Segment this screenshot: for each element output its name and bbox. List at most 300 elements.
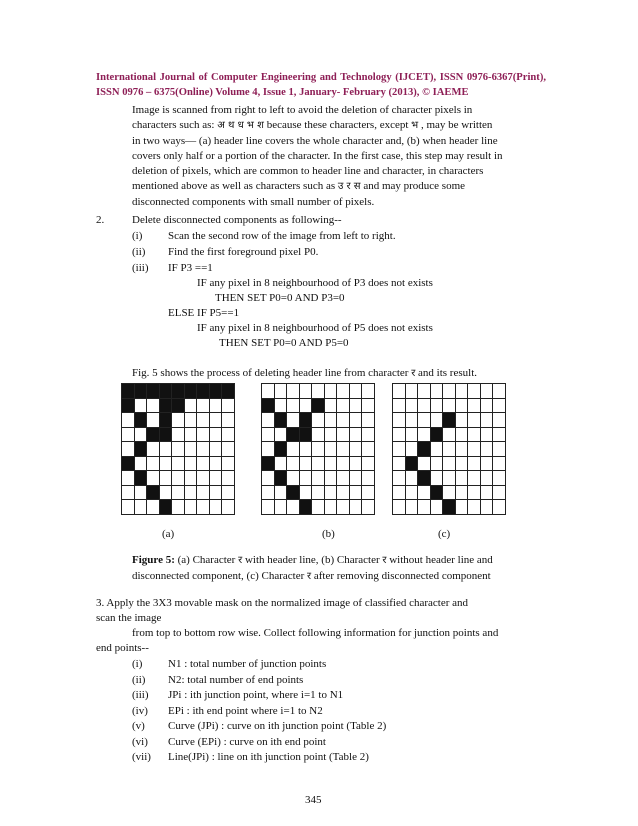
- pixel-off: [350, 471, 363, 486]
- pixel-off: [481, 471, 494, 486]
- pixel-off: [393, 442, 406, 457]
- pixel-on: [147, 428, 160, 443]
- devanagari-char: र: [238, 555, 243, 566]
- pixel-off: [222, 413, 235, 428]
- devanagari-char: र: [382, 555, 387, 566]
- pixel-off: [222, 486, 235, 501]
- pixel-off: [287, 500, 300, 515]
- pixel-off: [362, 442, 375, 457]
- list-item: N1 : total number of junction points: [168, 658, 327, 670]
- pixel-off: [337, 471, 350, 486]
- pixel-off: [431, 442, 444, 457]
- pixel-off: [406, 486, 419, 501]
- pixel-off: [210, 413, 223, 428]
- pixel-off: [210, 442, 223, 457]
- pixel-off: [362, 486, 375, 501]
- pixel-off: [172, 428, 185, 443]
- pixel-off: [210, 471, 223, 486]
- pixel-on: [287, 428, 300, 443]
- pixel-on: [197, 384, 210, 399]
- pixel-off: [275, 399, 288, 414]
- pixel-on: [275, 471, 288, 486]
- pixel-on: [300, 500, 313, 515]
- pixel-on: [262, 457, 275, 472]
- pixel-off: [222, 500, 235, 515]
- pixel-off: [418, 399, 431, 414]
- pixel-off: [222, 399, 235, 414]
- algo-line: THEN SET P0=0 AND P3=0: [215, 292, 345, 304]
- pixel-off: [418, 384, 431, 399]
- pixel-off: [135, 457, 148, 472]
- para-line: covers only half or a portion of the character. In the first case, this step may result in: [132, 149, 503, 162]
- pixel-off: [418, 486, 431, 501]
- step3-line: scan the image: [96, 612, 162, 624]
- pixel-off: [325, 413, 338, 428]
- pixel-off: [172, 413, 185, 428]
- list-num: (v): [132, 720, 145, 732]
- journal-header: International Journal of Computer Engineering and Technology (IJCET), ISSN 0976-6367(Print), ISSN 0976 – 6375(Online) Volume 4, Issue 1, January- February (2013), © IAEME: [96, 72, 546, 98]
- pixel-on: [443, 500, 456, 515]
- algo-line: IF any pixel in 8 neighbourhood of P5 does not exists: [197, 322, 433, 334]
- pixel-off: [122, 413, 135, 428]
- pixel-on: [406, 457, 419, 472]
- pixel-off: [210, 399, 223, 414]
- pixel-off: [122, 428, 135, 443]
- pixel-off: [287, 442, 300, 457]
- pixel-off: [147, 442, 160, 457]
- grid-label-a: (a): [162, 528, 175, 540]
- pixel-off: [406, 442, 419, 457]
- pixel-off: [325, 500, 338, 515]
- pixel-off: [185, 471, 198, 486]
- pixel-off: [362, 500, 375, 515]
- pixel-off: [185, 500, 198, 515]
- step3-line: end points--: [96, 642, 149, 654]
- pixel-off: [350, 457, 363, 472]
- pixel-off: [443, 442, 456, 457]
- pixel-off: [493, 399, 506, 414]
- pixel-on: [147, 384, 160, 399]
- pixel-on: [160, 399, 173, 414]
- pixel-off: [350, 384, 363, 399]
- pixel-off: [275, 384, 288, 399]
- pixel-off: [300, 457, 313, 472]
- pixel-off: [160, 442, 173, 457]
- pixel-off: [325, 442, 338, 457]
- pixel-off: [337, 384, 350, 399]
- pixel-on: [135, 413, 148, 428]
- pixel-on: [172, 384, 185, 399]
- list-item: EPi : ith end point where i=1 to N2: [168, 704, 323, 717]
- pixel-off: [362, 399, 375, 414]
- para-line: in two ways— (a) header line covers the whole character and, (b) when header line: [132, 134, 498, 147]
- pixel-off: [443, 428, 456, 443]
- pixel-on: [160, 500, 173, 515]
- step3-line: from top to bottom row wise. Collect following information for junction points and: [132, 627, 499, 639]
- pixel-off: [393, 413, 406, 428]
- pixel-off: [197, 399, 210, 414]
- list-item: IF P3 ==1: [168, 262, 213, 274]
- pixel-off: [468, 457, 481, 472]
- pixel-off: [300, 471, 313, 486]
- grid-label-b: (b): [322, 528, 335, 540]
- pixel-off: [135, 486, 148, 501]
- pixel-off: [443, 471, 456, 486]
- figure-intro: Fig. 5 shows the process of deleting header line from character र and its result.: [132, 367, 477, 379]
- pixel-off: [312, 442, 325, 457]
- pixel-on: [147, 486, 160, 501]
- pixel-off: [325, 457, 338, 472]
- algo-line: ELSE IF P5==1: [168, 307, 240, 319]
- pixel-off: [197, 457, 210, 472]
- pixel-off: [185, 428, 198, 443]
- pixel-off: [185, 486, 198, 501]
- pixel-off: [337, 413, 350, 428]
- pixel-off: [362, 457, 375, 472]
- pixel-off: [287, 457, 300, 472]
- pixel-off: [210, 457, 223, 472]
- pixel-on: [135, 471, 148, 486]
- pixel-off: [481, 428, 494, 443]
- pixel-off: [172, 500, 185, 515]
- pixel-off: [337, 457, 350, 472]
- pixel-off: [210, 428, 223, 443]
- pixel-on: [122, 399, 135, 414]
- pixel-off: [337, 442, 350, 457]
- pixel-off: [443, 384, 456, 399]
- para-line: disconnected components with small number of pixels.: [132, 195, 375, 208]
- pixel-off: [287, 384, 300, 399]
- pixel-on: [122, 384, 135, 399]
- pixel-off: [431, 413, 444, 428]
- pixel-off: [456, 486, 469, 501]
- step-number: 2.: [96, 214, 105, 226]
- pixel-off: [456, 413, 469, 428]
- pixel-on: [418, 471, 431, 486]
- list-item: Curve (EPi) : curve on ith end point: [168, 735, 326, 748]
- pixel-off: [222, 471, 235, 486]
- pixel-off: [337, 428, 350, 443]
- pixel-off: [147, 471, 160, 486]
- pixel-off: [337, 399, 350, 414]
- devanagari-char: र: [307, 571, 312, 582]
- pixel-off: [262, 486, 275, 501]
- pixel-off: [185, 442, 198, 457]
- pixel-off: [185, 457, 198, 472]
- pixel-on: [210, 384, 223, 399]
- step3-line: 3. Apply the 3X3 movable mask on the normalized image of classified character and: [96, 597, 469, 609]
- pixel-off: [406, 384, 419, 399]
- pixel-off: [468, 413, 481, 428]
- pixel-off: [493, 442, 506, 457]
- list-item: N2: total number of end points: [168, 673, 304, 686]
- pixel-off: [362, 413, 375, 428]
- list-num: (iv): [132, 704, 148, 717]
- pixel-off: [431, 384, 444, 399]
- pixel-off: [456, 442, 469, 457]
- list-num: (vi): [132, 735, 148, 748]
- pixel-off: [325, 399, 338, 414]
- pixel-off: [362, 384, 375, 399]
- pixel-on: [185, 384, 198, 399]
- pixel-off: [350, 399, 363, 414]
- pixel-off: [468, 471, 481, 486]
- pixel-off: [300, 486, 313, 501]
- pixel-on: [275, 442, 288, 457]
- pixel-off: [287, 471, 300, 486]
- list-num: (iii): [132, 689, 149, 701]
- pixel-off: [300, 442, 313, 457]
- pixel-off: [147, 399, 160, 414]
- pixel-off: [197, 500, 210, 515]
- pixel-off: [393, 457, 406, 472]
- pixel-off: [287, 413, 300, 428]
- pixel-off: [406, 428, 419, 443]
- pixel-off: [312, 471, 325, 486]
- pixel-off: [406, 399, 419, 414]
- page-number: 345: [305, 794, 322, 806]
- pixel-off: [210, 500, 223, 515]
- pixel-on: [443, 413, 456, 428]
- pixel-off: [431, 471, 444, 486]
- pixel-grid-a: [121, 383, 235, 515]
- list-num: (ii): [132, 673, 146, 686]
- pixel-off: [160, 457, 173, 472]
- pixel-off: [135, 399, 148, 414]
- pixel-off: [337, 486, 350, 501]
- pixel-on: [431, 428, 444, 443]
- pixel-on: [312, 399, 325, 414]
- pixel-off: [147, 413, 160, 428]
- pixel-off: [468, 442, 481, 457]
- pixel-off: [481, 442, 494, 457]
- pixel-off: [481, 457, 494, 472]
- pixel-off: [275, 428, 288, 443]
- pixel-off: [122, 486, 135, 501]
- pixel-off: [287, 399, 300, 414]
- pixel-off: [418, 500, 431, 515]
- pixel-off: [210, 486, 223, 501]
- pixel-off: [406, 500, 419, 515]
- pixel-off: [393, 486, 406, 501]
- pixel-off: [222, 457, 235, 472]
- pixel-off: [172, 486, 185, 501]
- algo-line: IF any pixel in 8 neighbourhood of P3 does not exists: [197, 277, 433, 289]
- pixel-on: [160, 428, 173, 443]
- pixel-off: [418, 413, 431, 428]
- pixel-off: [197, 442, 210, 457]
- pixel-off: [493, 500, 506, 515]
- pixel-on: [418, 442, 431, 457]
- para-line: Image is scanned from right to left to avoid the deletion of character pixels in: [132, 104, 473, 116]
- pixel-off: [325, 384, 338, 399]
- pixel-on: [122, 457, 135, 472]
- pixel-off: [456, 471, 469, 486]
- pixel-off: [493, 457, 506, 472]
- pixel-on: [135, 384, 148, 399]
- pixel-off: [350, 500, 363, 515]
- pixel-off: [406, 471, 419, 486]
- pixel-off: [350, 428, 363, 443]
- pixel-off: [456, 428, 469, 443]
- devanagari-chars: उ र स: [337, 181, 361, 193]
- list-item: JPi : ith junction point, where i=1 to N1: [168, 689, 344, 701]
- pixel-grid-b: [261, 383, 375, 515]
- pixel-off: [300, 384, 313, 399]
- pixel-off: [222, 428, 235, 443]
- pixel-off: [362, 471, 375, 486]
- pixel-off: [325, 486, 338, 501]
- pixel-off: [185, 399, 198, 414]
- pixel-off: [493, 413, 506, 428]
- pixel-off: [493, 384, 506, 399]
- pixel-off: [481, 384, 494, 399]
- pixel-off: [337, 500, 350, 515]
- pixel-off: [481, 500, 494, 515]
- pixel-off: [393, 500, 406, 515]
- pixel-off: [197, 413, 210, 428]
- pixel-off: [197, 471, 210, 486]
- pixel-on: [287, 486, 300, 501]
- pixel-off: [275, 457, 288, 472]
- pixel-off: [456, 457, 469, 472]
- pixel-off: [362, 428, 375, 443]
- pixel-off: [160, 471, 173, 486]
- pixel-off: [312, 413, 325, 428]
- pixel-off: [456, 384, 469, 399]
- pixel-off: [197, 428, 210, 443]
- pixel-off: [443, 457, 456, 472]
- step-title: Delete disconnected components as following--: [132, 214, 342, 226]
- pixel-on: [300, 428, 313, 443]
- pixel-off: [312, 457, 325, 472]
- algo-line: THEN SET P0=0 AND P5=0: [219, 337, 349, 349]
- pixel-off: [312, 384, 325, 399]
- pixel-on: [262, 399, 275, 414]
- pixel-off: [468, 384, 481, 399]
- pixel-off: [300, 399, 313, 414]
- paragraph-scan-direction: [132, 103, 544, 210]
- pixel-grid-c: [392, 383, 506, 515]
- devanagari-char: र: [411, 368, 416, 379]
- pixel-off: [481, 399, 494, 414]
- pixel-on: [160, 384, 173, 399]
- pixel-off: [393, 471, 406, 486]
- pixel-off: [443, 486, 456, 501]
- list-num: (i): [132, 658, 143, 670]
- list-item: Line(JPi) : line on ith junction point (Table 2): [168, 751, 369, 763]
- pixel-off: [325, 428, 338, 443]
- pixel-off: [481, 486, 494, 501]
- pixel-off: [393, 428, 406, 443]
- pixel-off: [456, 500, 469, 515]
- pixel-off: [275, 500, 288, 515]
- list-item: Curve (JPi) : curve on ith junction point (Table 2): [168, 720, 387, 732]
- pixel-off: [262, 413, 275, 428]
- pixel-off: [418, 457, 431, 472]
- pixel-off: [312, 500, 325, 515]
- figure-caption-line2: disconnected component, (c) Character र after removing disconnected component: [132, 570, 491, 582]
- pixel-off: [468, 500, 481, 515]
- list-num: (vii): [132, 751, 151, 763]
- pixel-off: [122, 500, 135, 515]
- pixel-off: [160, 486, 173, 501]
- pixel-off: [275, 486, 288, 501]
- list-num: (i): [132, 230, 143, 242]
- pixel-on: [160, 413, 173, 428]
- pixel-off: [262, 471, 275, 486]
- list-num: (iii): [132, 262, 149, 274]
- pixel-off: [468, 428, 481, 443]
- devanagari-chars: अ थ ध भ श: [217, 120, 264, 132]
- pixel-off: [172, 457, 185, 472]
- pixel-off: [222, 442, 235, 457]
- pixel-off: [431, 500, 444, 515]
- para-line: characters such as: अ थ ध भ श because these characters, except भ , may be written: [132, 119, 493, 132]
- pixel-off: [122, 471, 135, 486]
- pixel-off: [325, 471, 338, 486]
- pixel-off: [493, 428, 506, 443]
- pixel-off: [468, 486, 481, 501]
- grid-label-c: (c): [438, 528, 451, 540]
- pixel-off: [393, 384, 406, 399]
- pixel-off: [350, 486, 363, 501]
- pixel-off: [135, 500, 148, 515]
- para-line: deletion of pixels, which are common to header line and character, in characters: [132, 165, 484, 178]
- pixel-off: [172, 442, 185, 457]
- pixel-off: [262, 500, 275, 515]
- pixel-on: [135, 442, 148, 457]
- devanagari-char: भ: [411, 120, 419, 132]
- list-item: Scan the second row of the image from left to right.: [168, 230, 396, 242]
- para-line: mentioned above as well as characters such as उ र स and may produce some: [132, 180, 466, 193]
- pixel-off: [418, 428, 431, 443]
- pixel-off: [262, 428, 275, 443]
- pixel-off: [493, 486, 506, 501]
- pixel-off: [350, 413, 363, 428]
- pixel-off: [468, 399, 481, 414]
- pixel-on: [222, 384, 235, 399]
- list-item: Find the first foreground pixel P0.: [168, 246, 319, 258]
- pixel-off: [262, 442, 275, 457]
- pixel-off: [147, 457, 160, 472]
- pixel-off: [350, 442, 363, 457]
- pixel-off: [456, 399, 469, 414]
- pixel-on: [431, 486, 444, 501]
- pixel-on: [172, 399, 185, 414]
- pixel-off: [135, 428, 148, 443]
- pixel-off: [393, 399, 406, 414]
- pixel-off: [431, 399, 444, 414]
- pixel-off: [172, 471, 185, 486]
- pixel-on: [300, 413, 313, 428]
- pixel-off: [197, 486, 210, 501]
- pixel-on: [275, 413, 288, 428]
- pixel-off: [312, 486, 325, 501]
- pixel-off: [122, 442, 135, 457]
- pixel-off: [443, 399, 456, 414]
- pixel-off: [481, 413, 494, 428]
- pixel-off: [262, 384, 275, 399]
- figure-caption-line1: Figure 5: (a) Character र with header line, (b) Character र without header line and: [132, 554, 493, 566]
- pixel-off: [185, 413, 198, 428]
- pixel-off: [406, 413, 419, 428]
- pixel-off: [431, 457, 444, 472]
- pixel-off: [147, 500, 160, 515]
- pixel-off: [312, 428, 325, 443]
- pixel-off: [493, 471, 506, 486]
- list-num: (ii): [132, 246, 146, 258]
